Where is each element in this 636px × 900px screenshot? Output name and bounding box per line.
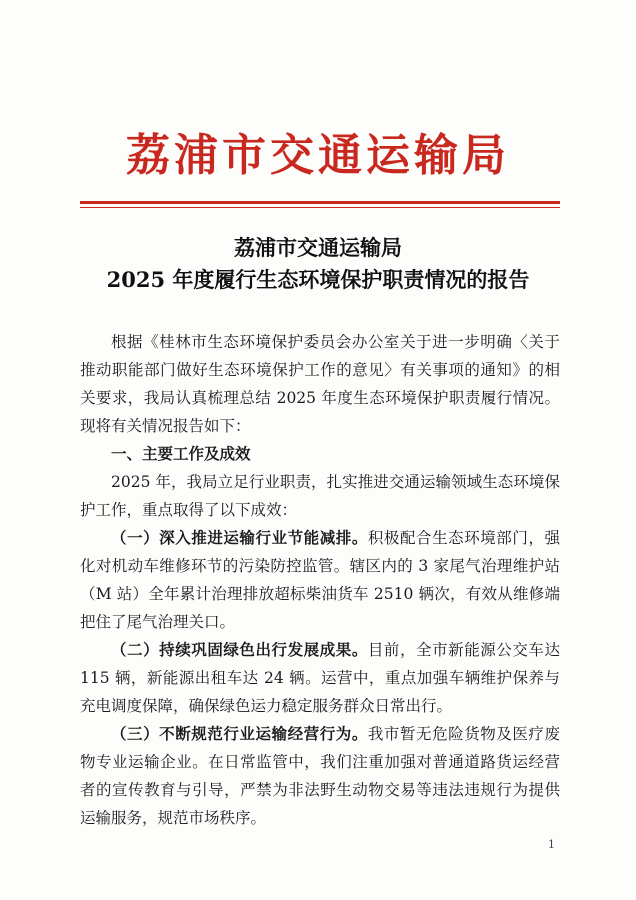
item-2-text: 目前，全市新能源公交车达 115 辆，新能源出租车达 24 辆。运营中，重点加强车辆维护保养与充电调度保障，确保绿色运力稳定服务群众日常出行。	[80, 641, 560, 715]
document-title-line-2: 2025 年度履行生态环境保护职责情况的报告	[106, 267, 530, 292]
intro-paragraph: 根据《桂林市生态环境保护委员会办公室关于进一步明确〈关于推动职能部门做好生态环境保护工作的意见〉有关事项的通知》的相关要求，我局认真梳理总结 2025 年度生态环境保护职责履行情况。现将有关情况报告如下：	[80, 333, 560, 435]
page-number: 1	[548, 838, 555, 851]
item-3-text: 我市暂无危险货物及医疗废物专业运输企业。在日常监管中，我们注重加强对普通道路货运经营者的宣传教育与引导，严禁为非法野生动物交易等违法违规行为提供运输服务，规范市场秩序。	[80, 725, 560, 827]
item-3-heading: （三）不断规范行业运输经营行为。	[111, 725, 368, 743]
letterhead-red-rule	[80, 201, 560, 204]
org-letterhead: 荔浦市交通运输局	[126, 130, 510, 181]
letterhead-red-rule-thin	[80, 207, 560, 208]
item-1-heading: （一）深入推进运输行业节能减排。	[111, 529, 368, 547]
item-1-paragraph	[80, 524, 560, 636]
item-1-text: 积极配合生态环境部门，强化对机动车维修环节的污染防控监管。辖区内的 3 家尾气治理维护站（M 站）全年累计治理排放超标柴油货车 2510 辆次，有效从维修端把住了尾气治理关口。	[80, 529, 560, 631]
section-1-intro: 2025 年，我局立足行业职责，扎实推进交通运输领域生态环境保护工作，重点取得了以下成效：	[80, 473, 560, 519]
item-3-paragraph	[80, 720, 560, 832]
document-title-line-1: 荔浦市交通运输局	[234, 235, 402, 260]
document-body	[80, 328, 560, 832]
section-1-heading: 一、主要工作及成效	[111, 445, 251, 463]
item-2-paragraph	[80, 636, 560, 720]
item-2-heading: （二）持续巩固绿色出行发展成果。	[111, 641, 368, 659]
